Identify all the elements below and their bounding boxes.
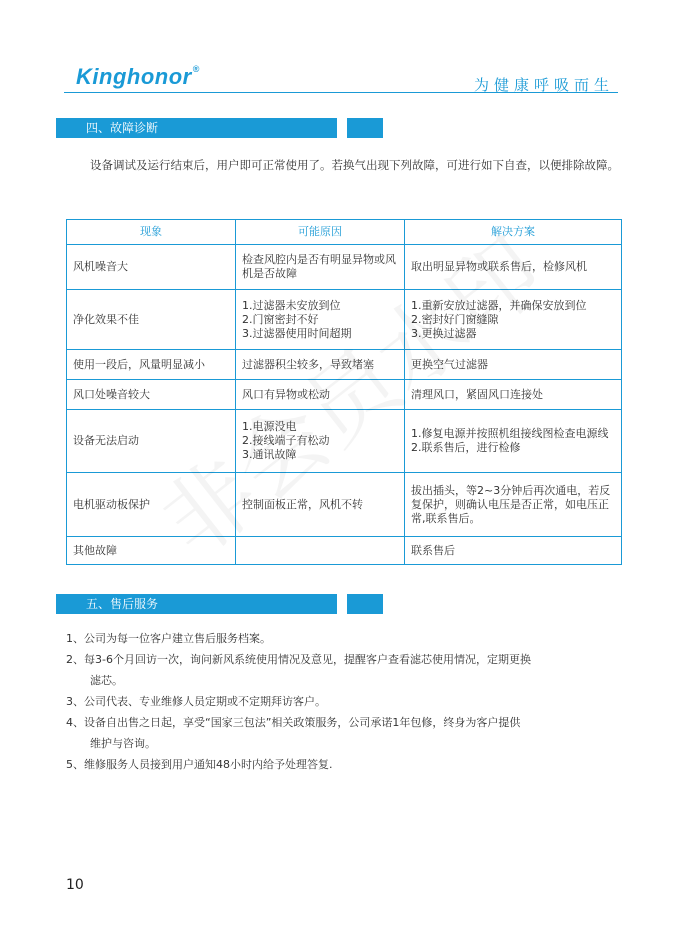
column-header-phenomenon: 现象: [67, 220, 236, 245]
column-header-causes: 可能原因: [236, 220, 405, 245]
cause-line: 风口有异物或松动: [242, 387, 330, 401]
cell-solutions: [405, 537, 622, 565]
cause-line: 2.门窗密封不好: [242, 312, 319, 326]
cell-solutions: [405, 290, 622, 350]
list-item: [66, 712, 626, 754]
list-item-text: 3、公司代表、专业维修人员定期或不定期拜访客户。: [66, 695, 326, 708]
cell-phenomenon: 风机噪音大: [67, 245, 236, 290]
cell-solutions: [405, 380, 622, 410]
after-sales-list: [66, 628, 626, 775]
list-item: [66, 754, 626, 775]
cause-line: 过滤器积尘较多，导致堵塞: [242, 357, 374, 371]
section-title: 四、故障诊断: [56, 118, 337, 138]
solution-line: 2.密封好门窗缝隙: [411, 312, 499, 326]
cause-line: 1.电源没电: [242, 420, 297, 433]
cell-causes: [236, 350, 405, 380]
cell-causes: [236, 380, 405, 410]
solution-line: 3.更换过滤器: [411, 326, 477, 340]
table-row: [67, 380, 622, 410]
section-bar-tail: [347, 118, 383, 138]
intro-paragraph: 设备调试及运行结束后，用户即可正常使用了。若换气出现下列故障，可进行如下自查，以便排除故障。: [90, 158, 619, 172]
list-item-continuation: 滤芯。: [90, 674, 123, 687]
cell-phenomenon: 净化效果不佳: [67, 290, 236, 350]
cell-causes: [236, 473, 405, 537]
cell-causes: [236, 290, 405, 350]
cause-line: 2.接线端子有松动: [242, 434, 330, 447]
solution-line: 清理风口，紧固风口连接处: [411, 387, 543, 401]
section-title: 五、售后服务: [56, 594, 337, 614]
cell-solutions: [405, 350, 622, 380]
cause-line: 检查风腔内是否有明显异物或风机是否故障: [242, 253, 396, 280]
solution-line: 1.重新安放过滤器，并确保安放到位: [411, 298, 587, 312]
cause-line: 1.过滤器未安放到位: [242, 298, 341, 312]
solution-line: 1.修复电源并按照机组接线图检查电源线: [411, 427, 609, 440]
fault-diagnosis-table: [66, 219, 622, 565]
cell-phenomenon: 其他故障: [67, 537, 236, 565]
list-item: [66, 691, 626, 712]
table-row: [67, 473, 622, 537]
table-row: [67, 350, 622, 380]
cell-phenomenon: 风口处噪音较大: [67, 380, 236, 410]
cell-causes: [236, 410, 405, 473]
list-item-continuation: 维护与咨询。: [90, 737, 156, 750]
table-header-row: [67, 220, 622, 245]
brand-logo-text: Kinghonor: [76, 64, 192, 89]
table-row: [67, 245, 622, 290]
cell-phenomenon: 电机驱动板保护: [67, 473, 236, 537]
cell-phenomenon: 设备无法启动: [67, 410, 236, 473]
slogan: 为健康呼吸而生: [473, 76, 614, 94]
table-row: [67, 290, 622, 350]
registered-mark: ®: [192, 64, 200, 74]
cell-phenomenon: 使用一段后，风量明显减小: [67, 350, 236, 380]
list-item-text: 5、维修服务人员接到用户通知48小时内给予处理答复.: [66, 758, 333, 771]
list-item: [66, 628, 626, 649]
cause-line: 3.过滤器使用时间超期: [242, 326, 352, 340]
list-item: [66, 649, 626, 691]
section-bar-tail: [347, 594, 383, 614]
list-item-text: 1、公司为每一位客户建立售后服务档案。: [66, 632, 271, 645]
cause-line: 3.通讯故障: [242, 448, 297, 461]
solution-line: 联系售后: [411, 543, 455, 557]
cause-line: 控制面板正常，风机不转: [242, 497, 363, 511]
table-row: [67, 410, 622, 473]
list-item-text: 2、每3-6个月回访一次，询问新风系统使用情况及意见，提醒客户查看滤芯使用情况，定期更换: [66, 653, 531, 666]
list-item-text: 4、设备自出售之日起，享受“国家三包法”相关政策服务，公司承诺1年包修，终身为客户提供: [66, 716, 521, 729]
table-row: [67, 537, 622, 565]
cell-solutions: [405, 473, 622, 537]
cell-causes: [236, 245, 405, 290]
solution-line: 更换空气过滤器: [411, 357, 488, 371]
solution-line: 取出明显异物或联系售后，检修风机: [411, 260, 587, 273]
brand-logo: [76, 64, 200, 90]
cell-causes: [236, 537, 405, 565]
page-number: 10: [66, 877, 84, 893]
solution-line: 2.联系售后，进行检修: [411, 441, 521, 454]
column-header-solutions: 解决方案: [405, 220, 622, 245]
cell-solutions: [405, 245, 622, 290]
solution-line: 拔出插头，等2~3分钟后再次通电，若反复保护，则确认电压是否正常，如电压正常,联系售后。: [411, 483, 611, 525]
cell-solutions: [405, 410, 622, 473]
header-divider: [64, 92, 618, 93]
